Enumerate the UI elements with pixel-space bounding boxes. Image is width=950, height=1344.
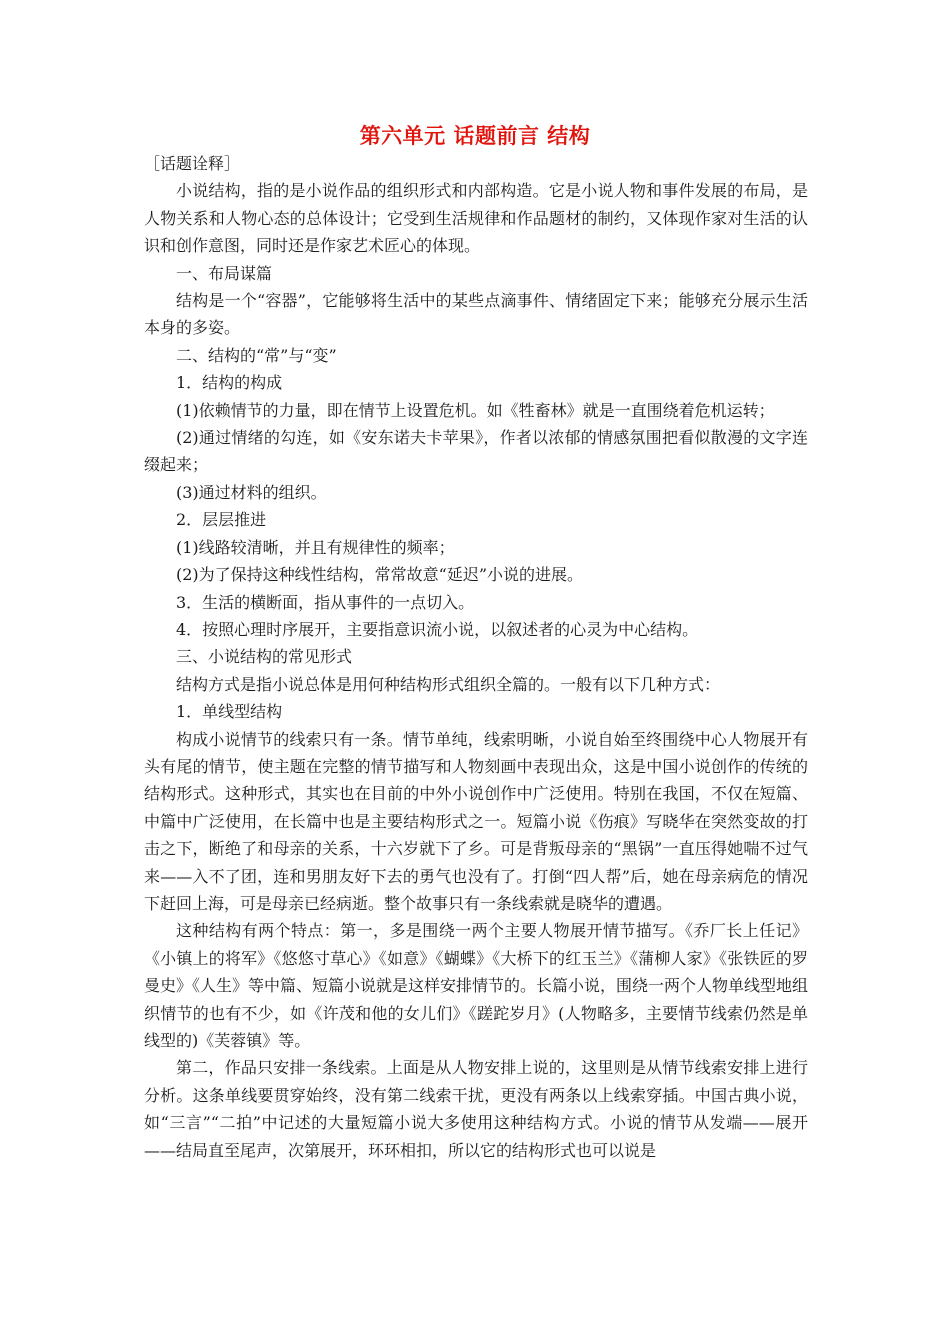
subsection-heading: 1．单线型结构: [176, 702, 283, 722]
section-heading: 三、小说结构的常见形式: [176, 647, 353, 667]
subsection-heading: 3．生活的横断面，指从事件的一点切入。: [176, 592, 475, 612]
paragraph: 结构方式是指小说总体是用何种结构形式组织全篇的。一般有以下几种方式：: [176, 674, 721, 694]
subsection-heading: 2．层层推进: [176, 510, 267, 530]
paragraph: 这种结构有两个特点：第一，多是围绕一两个主要人物展开情节描写。《乔厂长上任记》《小镇上的将军》《悠悠寸草心》《如意》《蝴蝶》《大桥下的红玉兰》《蒲柳人家》《张铁匠的罗曼史》《人生》等中篇、短篇小说就是这样安排情节的。长篇小说，围绕一两个人物单线型地组织情节的也有不少，如《许茂和他的女儿们》《蹉跎岁月》(人物略多，主要情节线索仍然是单线型的)《芙蓉镇》等。: [144, 921, 809, 1050]
list-item: (1)依赖情节的力量，即在情节上设置危机。如《牲畜林》就是一直围绕着危机运转；: [176, 400, 775, 420]
paragraph: 构成小说情节的线索只有一条。情节单纯，线索明晰，小说自始至终围绕中心人物展开有头有尾的情节，使主题在完整的情节描写和人物刻画中表现出众，这是中国小说创作的传统的结构形式。这种形式，其实也在目前的中外小说创作中广泛使用。特别在我国，不仅在短篇、中篇中广泛使用，在长篇中也是主要结构形式之一。短篇小说《伤痕》写晓华在突然变故的打击之下，断绝了和母亲的关系，十六岁就下了乡。可是背叛母亲的“黑锅”一直压得她喘不过气来——入不了团，连和男朋友好下去的勇气也没有了。打倒“四人帮”后，她在母亲病危的情况下赶回上海，可是母亲已经病逝。整个故事只有一条线索就是晓华的遭遇。: [144, 729, 808, 913]
list-item: (2)通过情绪的勾连，如《安东诺夫卡苹果》，作者以浓郁的情感氛围把看似散漫的文字连缀起来；: [144, 428, 808, 475]
subsection-heading: 4．按照心理时序展开，主要指意识流小说，以叙述者的心灵为中心结构。: [176, 619, 699, 639]
paragraph: 小说结构，指的是小说作品的组织形式和内部构造。它是小说人物和事件发展的布局，是人物关系和人物心态的总体设计；它受到生活规律和作品题材的制约，又体现作家对生活的认识和创作意图，同时还是作家艺术匠心的体现。: [144, 181, 808, 256]
list-item: (3)通过材料的组织。: [176, 482, 327, 502]
paragraph: 结构是一个“容器”，它能够将生活中的某些点滴事件、情绪固定下来；能够充分展示生活本身的多姿。: [144, 291, 808, 338]
document-body: [144, 150, 808, 1164]
paragraph: 第二，作品只安排一条线索。上面是从人物安排上说的，这里则是从情节线索安排上进行分析。这条单线要贯穿始终，没有第二线索干扰，更没有两条以上线索穿插。中国古典小说，如“三言”“二拍”中记述的大量短篇小说大多使用这种结构方式。小说的情节从发端——展开——结局直至尾声，次第展开，环环相扣，所以它的结构形式也可以说是: [144, 1058, 808, 1160]
list-item: (2)为了保持这种线性结构，常常故意“延迟”小说的进展。: [176, 565, 584, 585]
section-tag: ［话题诠释］: [144, 154, 241, 173]
subsection-heading: 1．结构的构成: [176, 373, 283, 393]
section-heading: 二、结构的“常”与“变”: [176, 345, 337, 365]
section-heading: 一、布局谋篇: [176, 263, 273, 283]
document-title: 第六单元 话题前言 结构: [359, 123, 591, 148]
list-item: (1)线路较清晰，并且有规律性的频率；: [176, 537, 455, 557]
